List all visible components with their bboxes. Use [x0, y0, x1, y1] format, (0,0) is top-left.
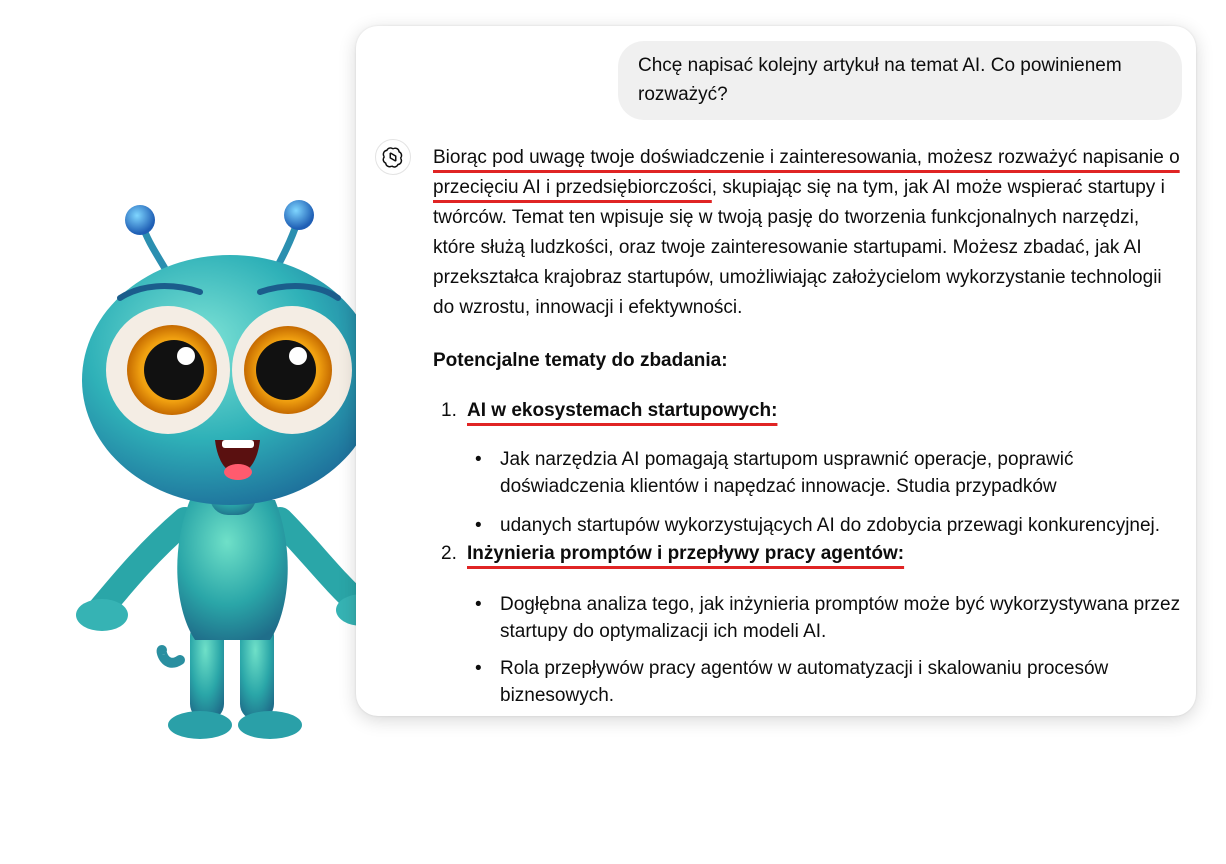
- topic-number: 1.: [441, 400, 457, 421]
- bullet-glyph: •: [475, 515, 482, 536]
- openai-logo-icon: [382, 146, 404, 168]
- assistant-message: [433, 143, 1181, 709]
- section-heading: Potencjalne tematy do zbadania:: [433, 350, 728, 371]
- assistant-intro-paragraph: [433, 143, 1181, 323]
- topic-number: 2.: [441, 543, 457, 564]
- topic-bullets: [467, 446, 1181, 539]
- highlighted-topic: przecięciu AI i przedsiębiorczości: [433, 177, 712, 198]
- topic-title: AI w ekosystemach startupowych:: [467, 400, 778, 421]
- bullet-text: Rola przepływów pracy agentów w automatyzacji i skalowaniu procesów biznesowych.: [500, 658, 1109, 706]
- user-message-text: Chcę napisać kolejny artykuł na temat AI. Co powinienem rozważyć?: [638, 55, 1122, 105]
- highlighted-phrase: Biorąc pod uwagę twoje doświadczenie i zainteresowania, możesz rozważyć napisanie o: [433, 147, 1180, 168]
- topic-item: [433, 539, 1181, 709]
- bullet-item: [467, 591, 1181, 645]
- alien-mascot-illustration: [70, 190, 400, 750]
- bullet-glyph: •: [475, 449, 482, 470]
- topic-bullets: [467, 591, 1181, 709]
- bullet-item: [467, 446, 1181, 500]
- bullet-item: [467, 512, 1181, 539]
- bullet-item: [467, 655, 1181, 709]
- bullet-glyph: •: [475, 594, 482, 615]
- topic-title: Inżynieria promptów i przepływy pracy agentów:: [467, 543, 905, 564]
- assistant-avatar: [375, 139, 411, 175]
- chat-panel: [356, 26, 1196, 716]
- user-message-bubble: [618, 41, 1182, 120]
- topic-item: [433, 396, 1181, 539]
- bullet-text: udanych startupów wykorzystujących AI do zdobycia przewagi konkurencyjnej.: [500, 515, 1161, 536]
- bullet-glyph: •: [475, 658, 482, 679]
- topics-list: [433, 396, 1181, 709]
- bullet-text: Dogłębna analiza tego, jak inżynieria promptów może być wykorzystywana przez startupy do optymalizacji ich modeli AI.: [500, 594, 1181, 642]
- intro-rest-text: , skupiając się na tym, jak AI może wspierać startupy i twórców. Temat ten wpisuje się w twoją pasję do tworzenia funkcjonalnych narzędzi, które służą ludzkości, oraz twoje zainteresowanie startupami. Możesz zbadać, jak AI przekształca krajobraz startupów, umożliwiając założycielom wykorzystanie technologii do wzrostu, innowacji i efektywności.: [433, 177, 1165, 318]
- bullet-text: Jak narzędzia AI pomagają startupom usprawnić operacje, poprawić doświadczenia klientów i napędzać innowacje. Studia przypadków: [500, 449, 1074, 497]
